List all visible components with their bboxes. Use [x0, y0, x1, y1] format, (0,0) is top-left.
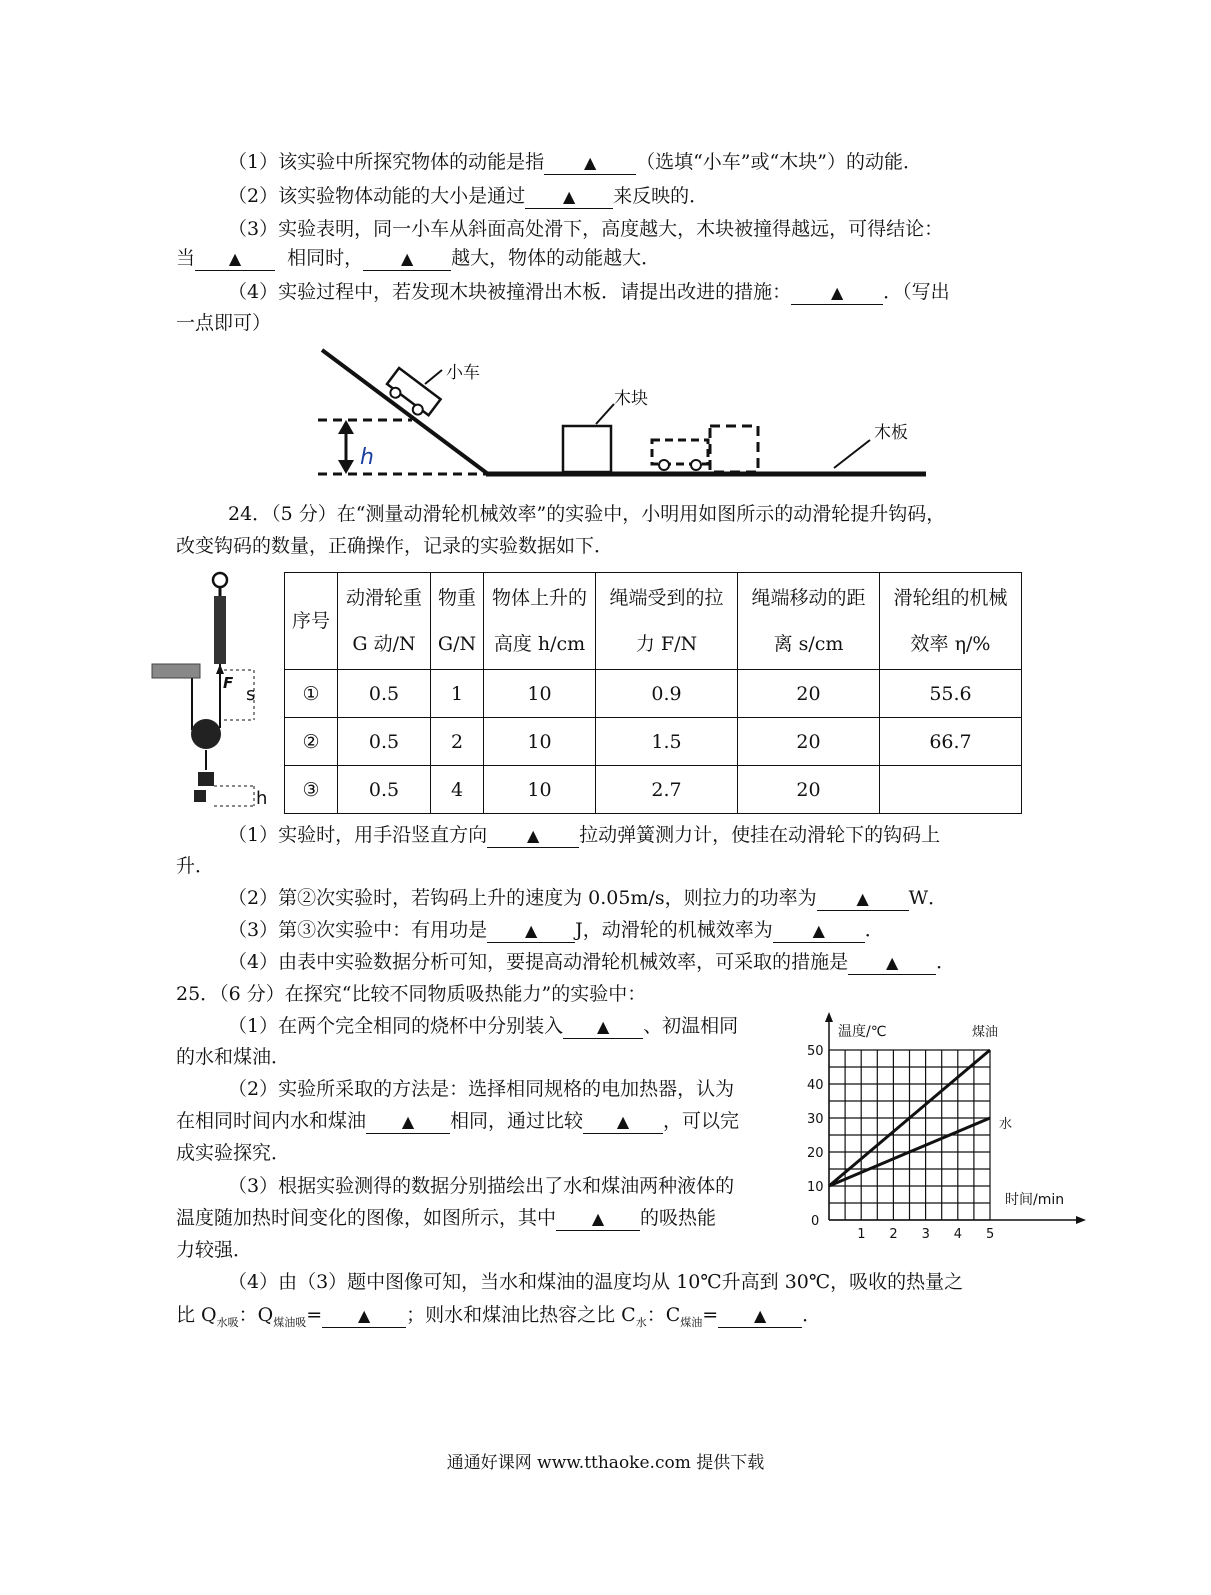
table-cell: 20 — [738, 766, 880, 814]
table-cell — [880, 766, 1022, 814]
table-cell: 1 — [431, 670, 484, 718]
table-cell: 10 — [484, 766, 596, 814]
table-header-row — [285, 573, 1022, 670]
temperature-time-chart — [800, 1008, 1090, 1244]
answer-blank[interactable]: ▲ — [773, 919, 865, 943]
table-cell: 0.5 — [338, 766, 431, 814]
q24-intro-line1: 24．（5 分）在“测量动滑轮机械效率”的实验中，小明用如图所示的动滑轮提升钩码， — [228, 503, 946, 525]
block-label: 木块 — [614, 389, 648, 409]
x-tick-label: 4 — [953, 1227, 963, 1242]
q23-item3-line1: （3）实验表明，同一小车从斜面高处滑下，高度越大，木块被撞得越远，可得结论： — [228, 218, 944, 240]
answer-blank[interactable]: ▲ — [487, 824, 579, 848]
answer-blank[interactable]: ▲ — [848, 951, 936, 975]
q24-item1-line2: 升． — [176, 855, 215, 877]
series-label-water: 水 — [999, 1117, 1013, 1132]
answer-blank[interactable]: ▲ — [195, 247, 275, 271]
answer-blank[interactable]: ▲ — [544, 151, 636, 175]
q24-item2: （2）第②次实验时，若钩码上升的速度为 0.05m/s，则拉力的功率为 ▲ W． — [228, 887, 948, 909]
table-cell: ① — [285, 670, 338, 718]
table-cell: ③ — [285, 766, 338, 814]
series-label-kerosene: 煤油 — [972, 1025, 999, 1040]
table-cell: 10 — [484, 670, 596, 718]
answer-blank[interactable]: ▲ — [817, 887, 909, 911]
table-header-cell: 绳端受到的拉 力 F/N — [596, 573, 738, 670]
table-cell: 1.5 — [596, 718, 738, 766]
answer-blank[interactable]: ▲ — [363, 247, 451, 271]
table-cell: 0.9 — [596, 670, 738, 718]
q24-item1: （1）实验时，用手沿竖直方向 ▲ 拉动弹簧测力计，使挂在动滑轮下的钩码上 — [228, 824, 941, 846]
car-label: 小车 — [446, 363, 480, 383]
y-tick-label: 20 — [807, 1146, 824, 1161]
q25-item3-line2: 温度随加热时间变化的图像，如图所示，其中 ▲ 的吸热能 — [176, 1207, 717, 1229]
x-tick-label: 1 — [857, 1227, 866, 1242]
chart-ticks — [807, 1044, 994, 1242]
q25-item2-line1: （2）实验所采取的方法是：选择相同规格的电加热器，认为 — [228, 1078, 735, 1100]
h-label: h — [256, 788, 268, 809]
q23-item2: （2）该实验物体动能的大小是通过 ▲ 来反映的． — [228, 185, 709, 207]
table-cell: 2 — [431, 718, 484, 766]
chart-grid — [829, 1050, 990, 1220]
x-axis-label: 时间/min — [1005, 1192, 1065, 1208]
table-cell: 0.5 — [338, 718, 431, 766]
answer-blank[interactable]: ▲ — [525, 185, 613, 209]
q24-intro-line2: 改变钩码的数量，正确操作，记录的实验数据如下． — [176, 535, 614, 557]
table-header-cell: 绳端移动的距 离 s/cm — [738, 573, 880, 670]
table-row — [285, 670, 1022, 718]
q25-item1: （1）在两个完全相同的烧杯中分别装入 ▲ 、初温相同 — [228, 1015, 739, 1037]
q25-item4-line1: （4）由（3）题中图像可知，当水和煤油的温度均从 10℃升高到 30℃，吸收的热量之 — [228, 1271, 964, 1293]
table-cell: ② — [285, 718, 338, 766]
q23-item3-line2: 当 ▲ 相同时， ▲ 越大，物体的动能越大． — [176, 247, 661, 269]
q25-item3-line1: （3）根据实验测得的数据分别描绘出了水和煤油两种液体的 — [228, 1175, 735, 1197]
q25-item3-line3: 力较强． — [176, 1239, 253, 1261]
pulley-figure — [150, 570, 278, 810]
x-tick-label: 3 — [921, 1227, 930, 1242]
incline-figure — [300, 340, 940, 490]
y-tick-label: 30 — [807, 1112, 824, 1127]
table-cell: 20 — [738, 718, 880, 766]
answer-blank[interactable]: ▲ — [563, 1015, 643, 1039]
table-cell: 55.6 — [880, 670, 1022, 718]
q24-item3: （3）第③次实验中：有用功是 ▲ J，动滑轮的机械效率为 ▲ ． — [228, 919, 884, 941]
y-tick-label: 10 — [807, 1180, 824, 1195]
table-cell: 2.7 — [596, 766, 738, 814]
table-cell: 20 — [738, 670, 880, 718]
answer-blank[interactable]: ▲ — [791, 281, 883, 305]
footer: 通通好课网 www.tthaoke.com 提供下载 — [446, 1453, 765, 1473]
x-tick-label: 0 — [811, 1214, 820, 1229]
hook-weight — [198, 772, 214, 786]
q25-item2-line2: 在相同时间内水和煤油 ▲ 相同，通过比较 ▲ ，可以完 — [176, 1110, 740, 1132]
table-header-cell: 动滑轮重 G 动/N — [338, 573, 431, 670]
F-label: F — [223, 674, 234, 692]
table-cell: 4 — [431, 766, 484, 814]
table-header-cell: 物重 G/N — [431, 573, 484, 670]
q23-item1: （1）该实验中所探究物体的动能是指 ▲ （选填“小车”或“木块”）的动能． — [228, 151, 922, 173]
board-label: 木板 — [874, 423, 908, 443]
x-tick-label: 5 — [986, 1227, 995, 1242]
car-on-incline — [383, 368, 441, 421]
q25-item1-line2: 的水和煤油． — [176, 1046, 291, 1068]
table-row — [285, 718, 1022, 766]
answer-blank[interactable]: ▲ — [718, 1304, 802, 1328]
q23-item4-line2: 一点即可） — [176, 312, 272, 334]
q24-item4: （4）由表中实验数据分析可知，要提高动滑轮机械效率，可采取的措施是 ▲ ． — [228, 951, 956, 973]
table-cell: 10 — [484, 718, 596, 766]
table-header-cell: 滑轮组的机械 效率 η/% — [880, 573, 1022, 670]
answer-blank[interactable]: ▲ — [487, 919, 575, 943]
x-tick-label: 2 — [889, 1227, 898, 1242]
table-header-cell: 物体上升的 高度 h/cm — [484, 573, 596, 670]
table-cell: 0.5 — [338, 670, 431, 718]
q25-item4-line2: 比 $Q_{水吸}$：$Q_{煤油吸}=$ ▲ ；则水和煤油比热容之比 $C_水$：$C_{煤油}=$ ▲ ． — [176, 1304, 822, 1329]
q23-item4: （4）实验过程中，若发现木块被撞滑出木板．请提出改进的措施： ▲ ．（写出 — [228, 281, 950, 303]
block-dashed — [710, 426, 758, 472]
y-tick-label: 40 — [807, 1078, 824, 1093]
pulley-data-table — [284, 572, 1022, 814]
y-tick-label: 50 — [807, 1044, 824, 1059]
answer-blank[interactable]: ▲ — [366, 1110, 450, 1134]
table-cell: 66.7 — [880, 718, 1022, 766]
y-axis-label: 温度/℃ — [838, 1024, 887, 1040]
answer-blank[interactable]: ▲ — [322, 1304, 406, 1328]
answer-blank[interactable]: ▲ — [583, 1110, 663, 1134]
s-label: s — [246, 684, 256, 705]
q25-item2-line3: 成实验探究． — [176, 1142, 291, 1164]
h-label: h — [360, 445, 374, 470]
table-header-cell: 序号 — [285, 573, 338, 670]
answer-blank[interactable]: ▲ — [556, 1207, 640, 1231]
q25-intro: 25．（6 分）在探究“比较不同物质吸热能力”的实验中： — [176, 983, 647, 1005]
wood-block — [563, 426, 611, 472]
table-row — [285, 766, 1022, 814]
